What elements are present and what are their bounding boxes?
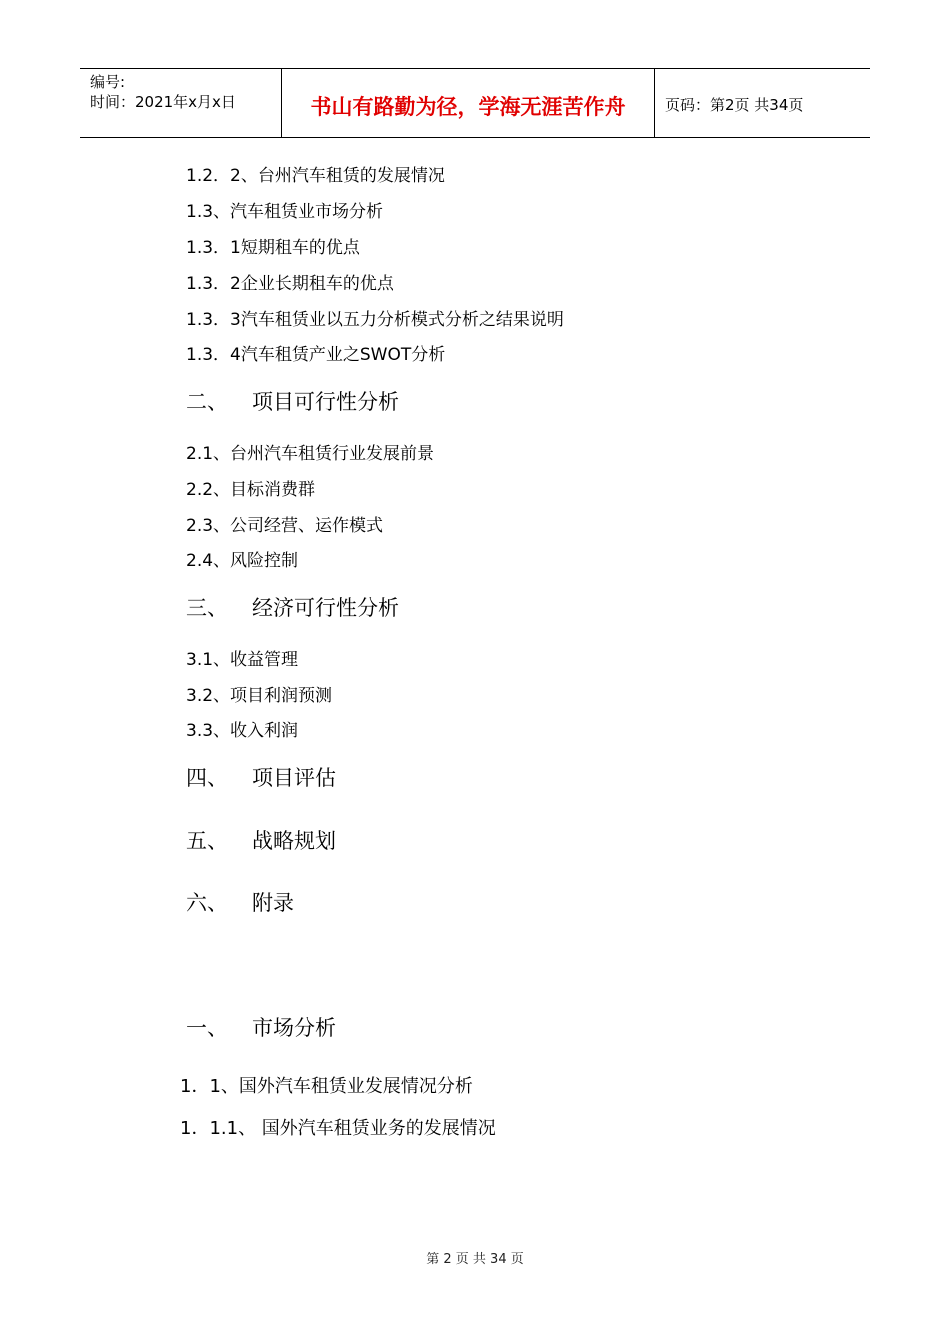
toc-item: 2.4、风险控制 xyxy=(186,551,299,571)
toc-item: 1.3．2企业长期租车的优点 xyxy=(186,274,394,294)
section-title: 项目评估 xyxy=(252,766,336,790)
toc-item: 1.2．2、台州汽车租赁的发展情况 xyxy=(186,166,445,186)
section-title: 战略规划 xyxy=(252,829,336,853)
toc-item: 1.3、汽车租赁业市场分析 xyxy=(186,202,384,222)
toc-item: 1.3．1短期租车的优点 xyxy=(186,238,360,258)
page-header xyxy=(80,68,870,138)
header-page-cell xyxy=(655,69,870,137)
header-info-cell xyxy=(80,69,282,137)
toc-section-heading xyxy=(186,592,399,622)
motto: 书山有路勤为径，学海无涯苦作舟 xyxy=(310,95,626,119)
toc-section-heading xyxy=(186,386,399,416)
subsection-heading: 1．1.1、 国外汽车租赁业务的发展情况 xyxy=(180,1118,496,1139)
section-title: 附录 xyxy=(252,891,294,915)
toc-section-heading xyxy=(186,887,294,917)
section-title: 经济可行性分析 xyxy=(252,596,399,620)
page-info: 页码：第2页 共34页 xyxy=(665,96,804,114)
page-footer: 第 2 页 共 34 页 xyxy=(426,1252,524,1267)
section-number: 一、 xyxy=(186,1016,228,1040)
section-number: 六、 xyxy=(186,891,228,915)
toc-item: 3.3、收入利润 xyxy=(186,721,299,741)
section-number: 三、 xyxy=(186,596,228,620)
section-title: 市场分析 xyxy=(252,1016,336,1040)
toc-item: 3.1、收益管理 xyxy=(186,650,299,670)
toc-item: 2.1、台州汽车租赁行业发展前景 xyxy=(186,444,435,464)
subsection-heading: 1．1、国外汽车租赁业发展情况分析 xyxy=(180,1076,473,1097)
toc-section-heading xyxy=(186,825,336,855)
toc-item: 3.2、项目利润预测 xyxy=(186,686,333,706)
header-motto-cell xyxy=(282,69,655,137)
toc-item: 2.3、公司经营、运作模式 xyxy=(186,516,384,536)
time-label: 时间：2021年x月x日 xyxy=(90,93,236,111)
section-heading xyxy=(186,1012,336,1042)
section-number: 五、 xyxy=(186,829,228,853)
toc-section-heading xyxy=(186,762,336,792)
toc-item: 2.2、目标消费群 xyxy=(186,480,316,500)
toc-item: 1.3．3汽车租赁业以五力分析模式分析之结果说明 xyxy=(186,310,564,330)
serial-label: 编号: xyxy=(90,73,126,91)
toc-item: 1.3．4汽车租赁产业之SWOT分析 xyxy=(186,345,446,365)
section-number: 二、 xyxy=(186,390,228,414)
section-title: 项目可行性分析 xyxy=(252,390,399,414)
section-number: 四、 xyxy=(186,766,228,790)
